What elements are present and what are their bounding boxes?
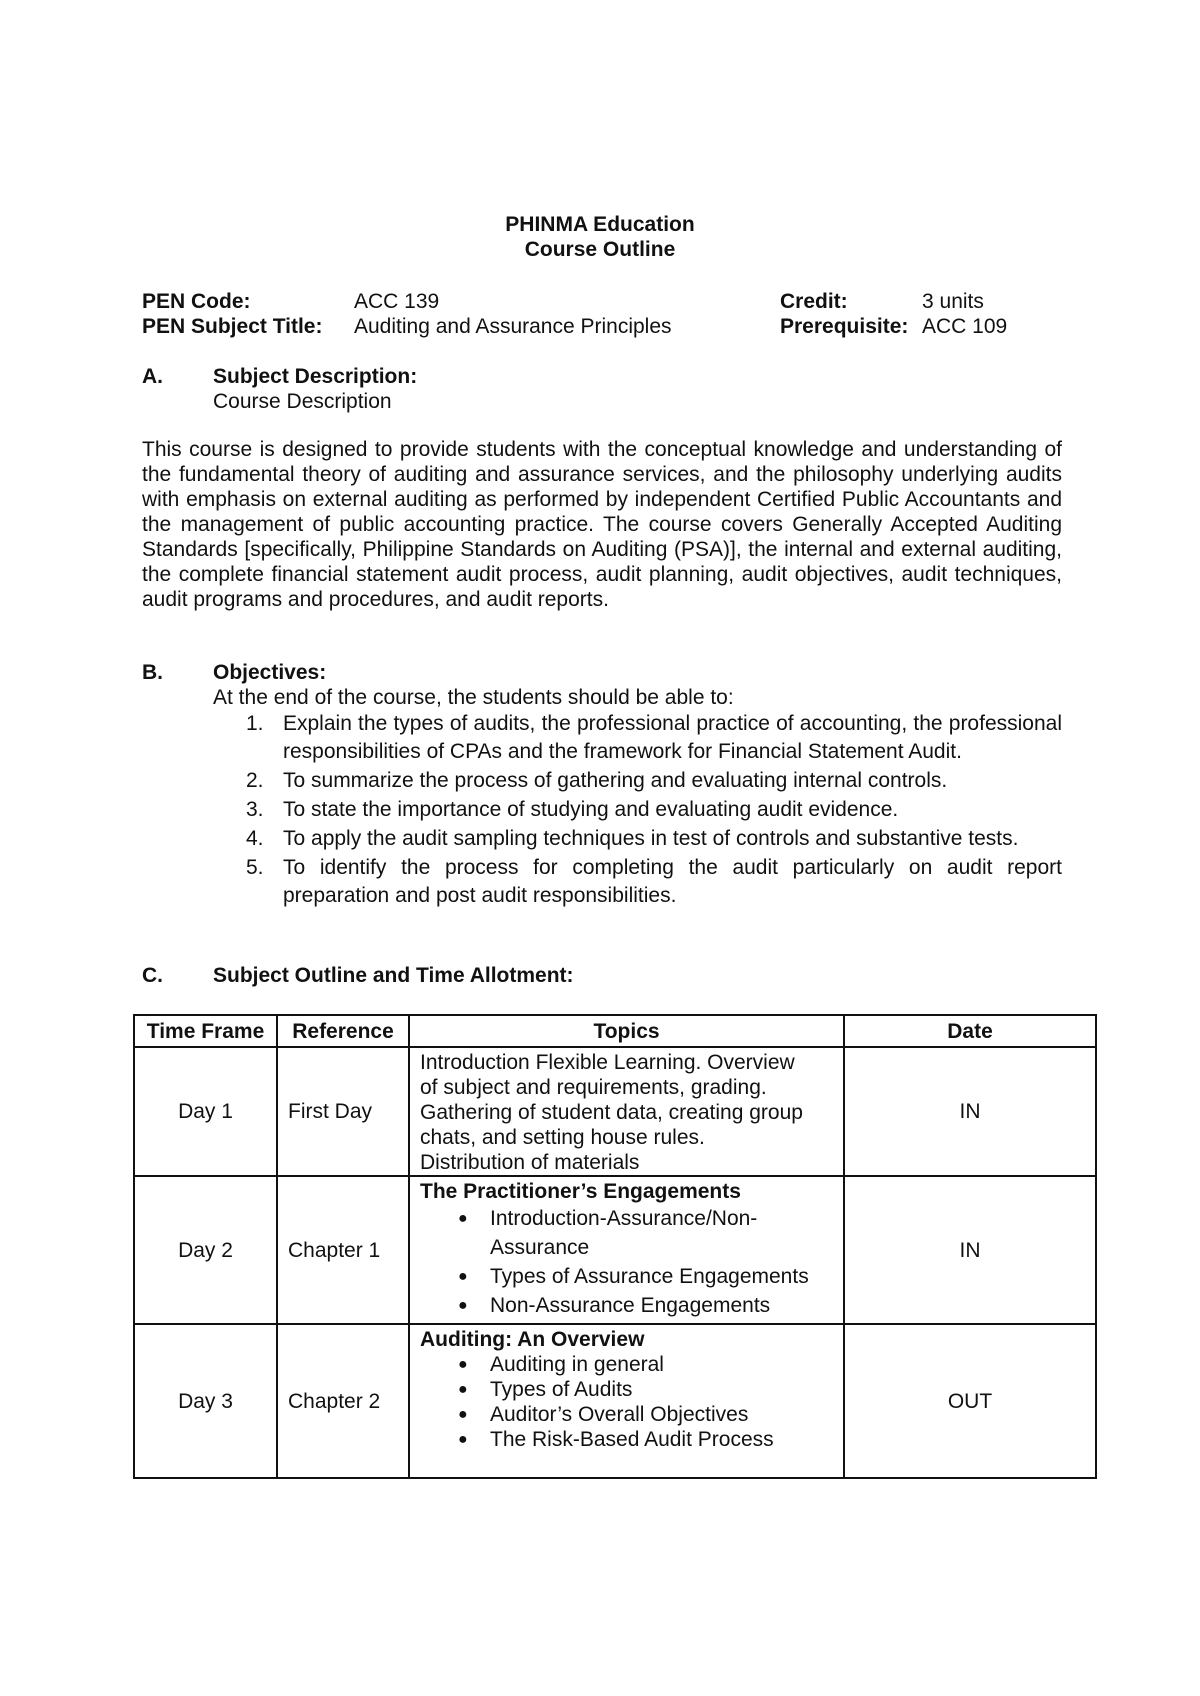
topics-cell bbox=[409, 1324, 844, 1478]
objective-number: 4. bbox=[246, 827, 264, 850]
objective-number: 2. bbox=[246, 769, 264, 792]
objective-item bbox=[213, 796, 1062, 824]
column-header-time-frame: Time Frame bbox=[134, 1015, 277, 1047]
section-b-heading: Objectives: bbox=[213, 661, 327, 684]
bullet-icon: ● bbox=[458, 1381, 468, 1398]
table-row bbox=[134, 1176, 1096, 1324]
subject-outline-table bbox=[133, 1014, 1097, 1479]
topic-bullet-text: Non-Assurance Engagements bbox=[490, 1294, 771, 1317]
section-c-letter: C. bbox=[142, 964, 163, 987]
topic-bullet-list bbox=[420, 1204, 833, 1320]
topic-bullet bbox=[420, 1352, 833, 1377]
objective-text: Explain the types of audits, the professional practice of accounting, the professional responsibilities of CPAs and the framework for Financial Statement Audit. bbox=[283, 712, 1062, 763]
objective-number: 5. bbox=[246, 856, 264, 879]
credit-value: 3 units bbox=[922, 290, 984, 313]
date-cell: IN bbox=[844, 1047, 1096, 1176]
time-frame-cell: Day 2 bbox=[134, 1176, 277, 1324]
section-c-heading: Subject Outline and Time Allotment: bbox=[213, 964, 574, 987]
objective-text: To state the importance of studying and evaluating audit evidence. bbox=[283, 798, 899, 821]
objective-item bbox=[213, 767, 1062, 795]
objectives-list bbox=[213, 710, 1062, 911]
subject-title-value: Auditing and Assurance Principles bbox=[354, 315, 672, 338]
bullet-icon: ● bbox=[458, 1210, 468, 1227]
reference-cell: First Day bbox=[277, 1047, 409, 1176]
time-frame-cell: Day 1 bbox=[134, 1047, 277, 1176]
course-description-subheading: Course Description bbox=[213, 390, 392, 413]
objective-text: To identify the process for completing the audit particularly on audit report preparation and post audit responsibilities. bbox=[283, 856, 1062, 907]
reference-cell: Chapter 2 bbox=[277, 1324, 409, 1478]
topic-line: Distribution of materials bbox=[420, 1151, 640, 1174]
reference-cell: Chapter 1 bbox=[277, 1176, 409, 1324]
pen-code-label: PEN Code: bbox=[142, 290, 251, 313]
pen-code-value: ACC 139 bbox=[354, 290, 440, 313]
section-b-letter: B. bbox=[142, 661, 163, 684]
bullet-icon: ● bbox=[458, 1268, 468, 1285]
topic-bullet bbox=[420, 1377, 833, 1402]
topics-cell bbox=[409, 1176, 844, 1324]
doc-title: Course Outline bbox=[524, 238, 676, 261]
topic-bullet-text: Introduction-Assurance/Non-Assurance bbox=[490, 1207, 758, 1259]
topic-bullet bbox=[420, 1427, 833, 1452]
topic-line: of subject and requirements, grading. bbox=[420, 1076, 767, 1099]
course-description-paragraph: This course is designed to provide students with the conceptual knowledge and understanding of the fundamental theory of auditing and assurance services, and the philosophy underlying audits with emphasis on external auditing as performed by independent Certified Public Accountants and the management of public accounting practice. The course covers Generally Accepted Auditing Standards [specifically, Philippine Standards on Auditing (PSA)], the internal and external auditing, the complete financial statement audit process, audit planning, audit objectives, audit techniques, audit programs and procedures, and audit reports. bbox=[142, 438, 1062, 611]
objective-item bbox=[213, 710, 1062, 766]
column-header-topics: Topics bbox=[409, 1015, 844, 1047]
section-a-letter: A. bbox=[142, 365, 163, 388]
date-cell: IN bbox=[844, 1176, 1096, 1324]
objective-text: To summarize the process of gathering and evaluating internal controls. bbox=[283, 769, 948, 792]
section-a-heading: Subject Description: bbox=[213, 365, 418, 388]
topics-cell bbox=[409, 1047, 844, 1176]
table-row bbox=[134, 1047, 1096, 1176]
topic-bullet bbox=[420, 1262, 833, 1291]
bullet-icon: ● bbox=[458, 1431, 468, 1448]
prerequisite-value: ACC 109 bbox=[922, 315, 1008, 338]
bullet-icon: ● bbox=[458, 1297, 468, 1314]
table-row bbox=[134, 1324, 1096, 1478]
bullet-icon: ● bbox=[458, 1356, 468, 1373]
column-header-reference: Reference bbox=[277, 1015, 409, 1047]
table-header-row bbox=[134, 1015, 1096, 1047]
topic-bullet-text: Auditor’s Overall Objectives bbox=[490, 1403, 749, 1426]
credit-label: Credit: bbox=[780, 290, 848, 313]
topic-line: chats, and setting house rules. bbox=[420, 1126, 705, 1149]
topic-title: Auditing: An Overview bbox=[420, 1328, 645, 1351]
date-cell: OUT bbox=[844, 1324, 1096, 1478]
objectives-intro: At the end of the course, the students should be able to: bbox=[213, 686, 734, 709]
subject-title-label: PEN Subject Title: bbox=[142, 315, 323, 338]
prerequisite-label: Prerequisite: bbox=[780, 315, 909, 338]
objective-item bbox=[213, 854, 1062, 910]
topic-bullet-text: The Risk-Based Audit Process bbox=[490, 1428, 774, 1451]
topic-line: Introduction Flexible Learning. Overview bbox=[420, 1051, 795, 1074]
objective-text: To apply the audit sampling techniques in test of controls and substantive tests. bbox=[283, 827, 1019, 850]
topic-bullet-text: Types of Assurance Engagements bbox=[490, 1265, 809, 1288]
topic-bullet bbox=[420, 1291, 833, 1320]
topic-title: The Practitioner’s Engagements bbox=[420, 1180, 741, 1203]
column-header-date: Date bbox=[844, 1015, 1096, 1047]
topic-bullet bbox=[420, 1402, 833, 1427]
objective-number: 3. bbox=[246, 798, 264, 821]
topic-bullet-text: Auditing in general bbox=[490, 1353, 664, 1376]
bullet-icon: ● bbox=[458, 1406, 468, 1423]
topic-bullet bbox=[420, 1204, 833, 1262]
topic-line: Gathering of student data, creating group bbox=[420, 1101, 803, 1124]
time-frame-cell: Day 3 bbox=[134, 1324, 277, 1478]
org-title: PHINMA Education bbox=[505, 213, 695, 236]
topic-bullet-list bbox=[420, 1352, 833, 1452]
objective-number: 1. bbox=[246, 712, 264, 735]
objective-item bbox=[213, 825, 1062, 853]
topic-bullet-text: Types of Audits bbox=[490, 1378, 633, 1401]
